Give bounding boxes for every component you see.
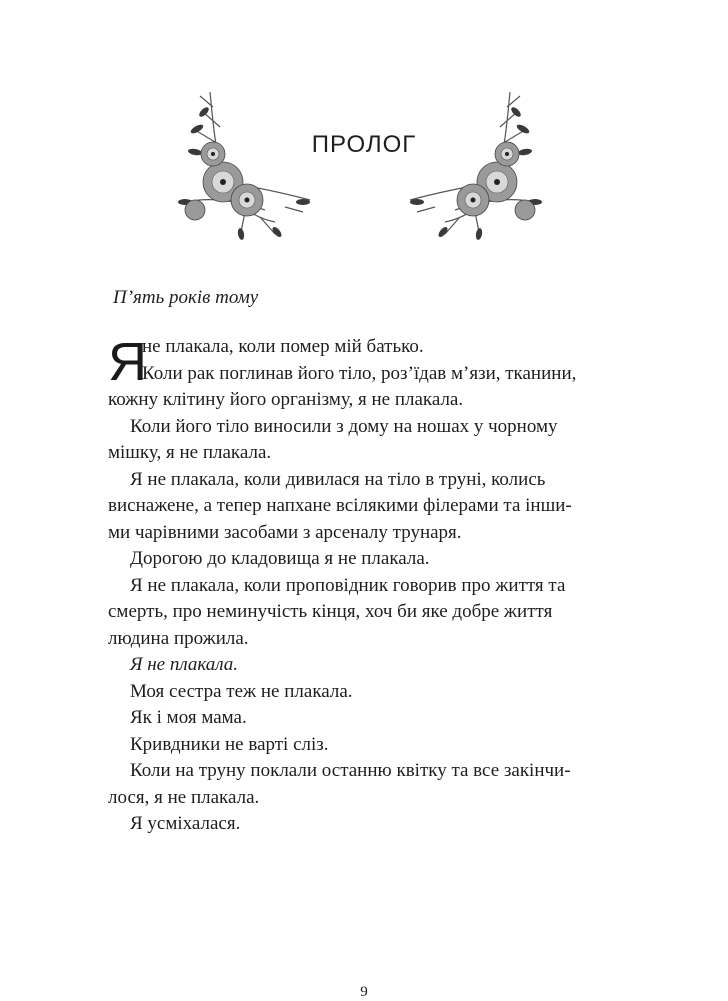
- text-line: смерть, про неминучість кінця, хоч би яке добре життя: [108, 601, 553, 622]
- text-line: Коли на труну поклали останню квітку та все закінчи-: [130, 760, 571, 781]
- floral-corner-icon: [165, 82, 315, 242]
- text-line: Кривдники не варті сліз.: [130, 733, 329, 755]
- text-line: людина прожила.: [108, 627, 249, 649]
- text-line: Коли його тіло виносили з дому на ношах у чорному: [130, 415, 558, 437]
- text-line: не плакала, коли помер мій батько.: [142, 336, 424, 357]
- text-line: Як і моя мама.: [130, 707, 247, 728]
- text-line: Я не плакала, коли проповідник говорив про життя та: [130, 574, 566, 596]
- page-number: 9: [360, 984, 368, 1000]
- chapter-title: ПРОЛОГ: [311, 131, 417, 158]
- drop-cap: Я: [108, 332, 147, 392]
- text-line: кожну клітину його організму, я не плакала.: [108, 389, 464, 410]
- text-line: Моя сестра теж не плакала.: [130, 680, 353, 702]
- text-line: Я не плакала.: [130, 654, 239, 675]
- text-line: Я не плакала, коли дивилася на тіло в труні, колись: [130, 468, 546, 490]
- text-line: виснажене, а тепер напхане всілякими філерами та інши-: [108, 495, 572, 516]
- text-line: Я усміхалася.: [130, 813, 241, 834]
- opening-paragraph: [108, 332, 618, 392]
- body-text: [108, 334, 618, 838]
- text-line: мішку, я не плакала.: [108, 442, 272, 463]
- text-line: Дорогою до кладовища я не плакала.: [130, 548, 430, 569]
- floral-corner-icon: [405, 82, 555, 242]
- text-line: Коли рак поглинав його тіло, роз’їдав м’язи, тканини,: [142, 362, 577, 384]
- chapter-subtitle: П’ять років тому: [113, 287, 259, 308]
- text-line: лося, я не плакала.: [108, 786, 260, 808]
- text-line: ми чарівними засобами з арсеналу трунаря.: [108, 521, 462, 543]
